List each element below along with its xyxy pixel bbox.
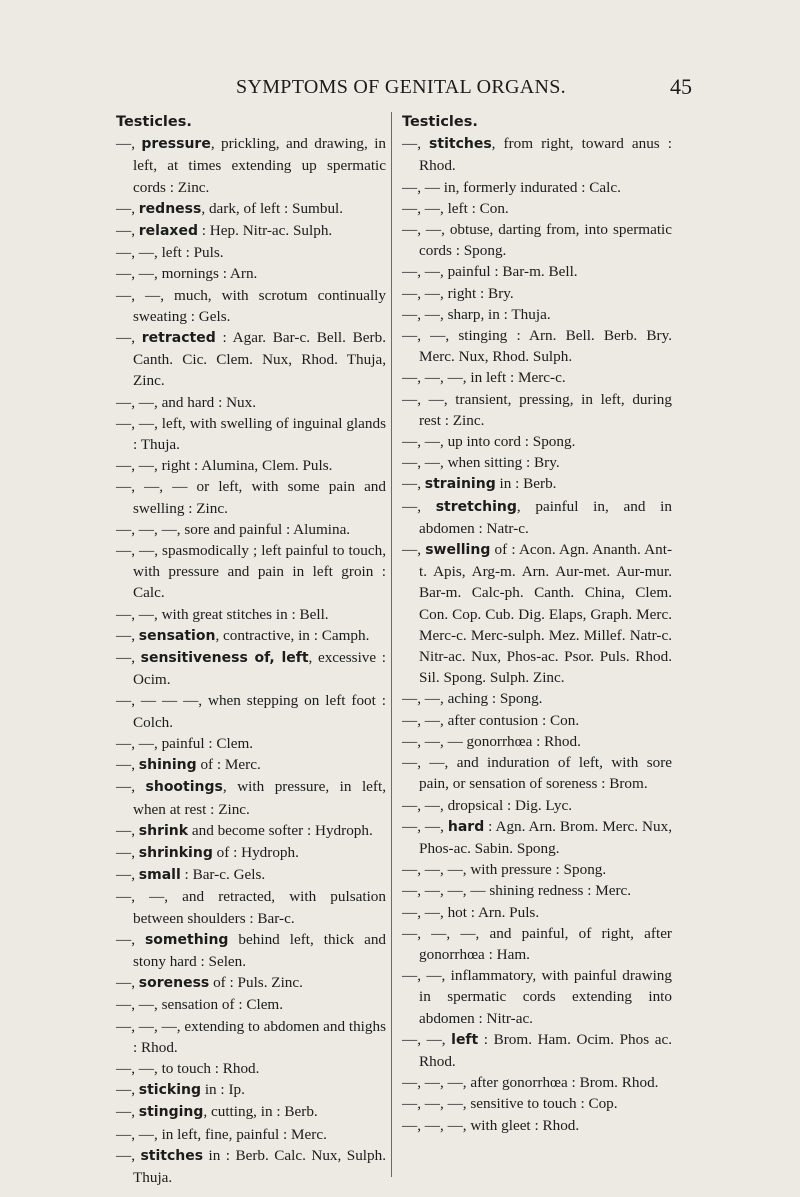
entry-prefix: —, —, —, extending to abdomen and thighs : Rhod. bbox=[116, 1017, 386, 1056]
entry-keyword: redness bbox=[138, 200, 202, 217]
index-entry bbox=[116, 690, 386, 732]
entry-text: : Hep. Nitr-ac. Sulph. bbox=[197, 222, 333, 240]
entry-keyword: shrinking bbox=[138, 844, 213, 861]
entry-text: , prickling, and drawing, in left, at times extending up spermatic cords : Zinc. bbox=[133, 135, 387, 196]
entry-prefix: —, — in, formerly indurated : Calc. bbox=[402, 178, 621, 196]
entry-prefix: —, —, and induration of left, with sore pain, or sensation of soreness : Brom. bbox=[402, 754, 672, 793]
running-title: SYMPTOMS OF GENITAL ORGANS. bbox=[236, 76, 566, 98]
entry-prefix: —, bbox=[116, 1103, 139, 1121]
entry-text: behind left, thick and stony hard : Selen. bbox=[133, 930, 387, 970]
index-entry bbox=[402, 859, 672, 880]
entry-prefix: —, —, and retracted, with pulsation between shoulders : Bar-c. bbox=[116, 888, 386, 927]
entry-keyword: left bbox=[451, 1031, 479, 1048]
entry-prefix: —, —, and hard : Nux. bbox=[116, 393, 257, 411]
entry-prefix: —, —, —, in left : Merc-c. bbox=[402, 369, 566, 387]
index-entry bbox=[116, 776, 386, 819]
index-entry bbox=[402, 198, 672, 219]
index-entry bbox=[402, 325, 672, 367]
entry-prefix: —, —, up into cord : Spong. bbox=[402, 433, 576, 451]
index-entry bbox=[402, 304, 672, 325]
index-entry bbox=[402, 1093, 672, 1114]
index-entry bbox=[116, 413, 386, 455]
entry-prefix: —, —, transient, pressing, in left, during rest : Zinc. bbox=[402, 390, 672, 429]
index-entry bbox=[116, 842, 386, 864]
entry-prefix: —, —, left : Puls. bbox=[116, 244, 224, 262]
page-header bbox=[110, 76, 692, 104]
index-entry bbox=[116, 1101, 386, 1123]
entry-prefix: —, —, sharp, in : Thuja. bbox=[402, 305, 551, 323]
index-entry bbox=[402, 473, 672, 495]
entry-keyword: sensitiveness of, left bbox=[140, 650, 309, 667]
entry-prefix: —, —, dropsical : Dig. Lyc. bbox=[402, 796, 572, 814]
entry-prefix: —, —, —, sore and painful : Alumina. bbox=[116, 520, 351, 538]
index-entry bbox=[116, 754, 386, 776]
entry-text: , painful in, and in abdomen : Natr-c. bbox=[419, 497, 672, 537]
entry-prefix: —, bbox=[116, 1081, 139, 1099]
index-entry bbox=[116, 604, 386, 625]
entry-text: in : Berb. bbox=[495, 475, 557, 493]
index-entry bbox=[402, 219, 672, 261]
index-entry bbox=[402, 923, 672, 965]
entry-prefix: —, bbox=[116, 866, 139, 884]
right-entries bbox=[402, 133, 672, 1136]
entry-text: in : Berb. Calc. Nux, Sulph. Thuja. bbox=[133, 1146, 387, 1186]
entry-text: : Agar. Bar-c. Bell. Berb. Canth. Cic. Clem. Nux, Rhod. Thuja, Zinc. bbox=[133, 329, 386, 390]
index-entry bbox=[116, 1145, 386, 1188]
entry-text: , dark, of left : Sumbul. bbox=[201, 199, 344, 217]
index-entry bbox=[402, 710, 672, 731]
index-entry bbox=[402, 752, 672, 794]
entry-text: : Brom. Ham. Ocim. Phos ac. Rhod. bbox=[419, 1030, 673, 1070]
entry-prefix: —, —, after contusion : Con. bbox=[402, 711, 580, 729]
entry-prefix: —, —, —, and painful, of right, after gonorrhœa : Ham. bbox=[402, 924, 672, 963]
entry-keyword: swelling bbox=[425, 542, 491, 559]
index-entry bbox=[402, 367, 672, 388]
left-entries bbox=[116, 133, 386, 1188]
entry-prefix: —, bbox=[116, 974, 139, 992]
index-entry bbox=[116, 1124, 386, 1145]
index-entry bbox=[402, 133, 672, 176]
entry-prefix: —, bbox=[116, 930, 145, 948]
entry-prefix: —, —, — gonorrhœa : Rhod. bbox=[402, 732, 581, 750]
entry-keyword: relaxed bbox=[138, 223, 198, 240]
entry-prefix: —, bbox=[116, 778, 146, 796]
entry-text: , from right, toward anus : Rhod. bbox=[419, 135, 672, 175]
index-entry bbox=[116, 994, 386, 1015]
index-entry bbox=[116, 1079, 386, 1101]
entry-text: and become softer : Hydroph. bbox=[188, 821, 373, 839]
index-entry bbox=[402, 283, 672, 304]
entry-keyword: retracted bbox=[141, 330, 216, 347]
entry-prefix: —, —, —, — shining redness : Merc. bbox=[402, 882, 632, 900]
entry-keyword: sticking bbox=[138, 1082, 202, 1099]
right-column-heading: Testicles. bbox=[402, 114, 478, 130]
entry-keyword: pressure bbox=[141, 136, 211, 153]
entry-prefix: —, —, bbox=[402, 1030, 452, 1048]
entry-keyword: stitches bbox=[140, 1147, 204, 1164]
entry-keyword: something bbox=[144, 931, 229, 948]
entry-prefix: —, bbox=[402, 475, 425, 493]
entry-prefix: —, bbox=[116, 649, 141, 667]
entry-keyword: shining bbox=[138, 757, 197, 774]
index-entry bbox=[116, 864, 386, 886]
entry-prefix: —, bbox=[116, 626, 139, 644]
entry-prefix: —, bbox=[116, 199, 139, 217]
entry-text: , with pressure, in left, when at rest : Zinc. bbox=[133, 778, 386, 818]
index-entry bbox=[116, 540, 386, 604]
index-entry bbox=[116, 327, 386, 392]
entry-text: of : Acon. Agn. Ananth. Ant-t. Apis, Arg-m. Arn. Aur-met. Aur-mur. Bar-m. Calc-ph. Canth. China, Clem. Con. Cop. Cub. Dig. Elaps, Graph. Merc. Merc-c. Merc-sulph. Mez. Millef. Natr-c. Nitr-ac. Nux, Phos-ac. Psor. Puls. Rhod. Sil. Spong. Sulph. Zinc. bbox=[419, 541, 673, 687]
entry-prefix: —, — — —, when stepping on left foot : Colch. bbox=[116, 692, 386, 731]
entry-keyword: small bbox=[138, 867, 181, 884]
entry-prefix: —, —, when sitting : Bry. bbox=[402, 454, 560, 472]
index-entry bbox=[116, 820, 386, 842]
entry-text: , excessive : Ocim. bbox=[133, 649, 386, 689]
entry-prefix: —, —, —, with pressure : Spong. bbox=[402, 861, 607, 879]
entry-prefix: —, —, obtuse, darting from, into spermatic cords : Spong. bbox=[402, 221, 672, 260]
entry-text: in : Ip. bbox=[201, 1081, 245, 1099]
entry-prefix: —, bbox=[116, 222, 139, 240]
page-number: 45 bbox=[670, 74, 692, 99]
index-entry bbox=[116, 929, 386, 972]
entry-keyword: hard bbox=[447, 818, 485, 835]
entry-prefix: —, bbox=[116, 135, 142, 153]
entry-prefix: —, —, —, after gonorrhœa : Brom. Rhod. bbox=[402, 1074, 659, 1092]
entry-prefix: —, —, aching : Spong. bbox=[402, 690, 543, 708]
index-entry bbox=[116, 455, 386, 476]
right-column bbox=[402, 112, 672, 1136]
entry-prefix: —, —, painful : Bar-m. Bell. bbox=[402, 263, 578, 281]
entry-prefix: —, —, left, with swelling of inguinal glands : Thuja. bbox=[116, 414, 386, 454]
entry-keyword: soreness bbox=[138, 975, 210, 992]
entry-keyword: stitches bbox=[429, 136, 492, 153]
index-entry bbox=[116, 242, 386, 263]
entry-keyword: stinging bbox=[138, 1104, 204, 1121]
entry-prefix: —, bbox=[116, 821, 139, 839]
entry-prefix: —, bbox=[116, 843, 139, 861]
index-entry bbox=[116, 263, 386, 284]
entry-prefix: —, bbox=[402, 497, 436, 515]
index-entry bbox=[402, 1029, 672, 1072]
index-entry bbox=[402, 816, 672, 859]
index-entry bbox=[116, 625, 386, 647]
column-divider bbox=[391, 112, 392, 1177]
entry-prefix: —, —, left : Con. bbox=[402, 199, 509, 217]
index-entry bbox=[116, 733, 386, 754]
index-entry bbox=[402, 539, 672, 688]
index-entry bbox=[116, 972, 386, 994]
index-entry bbox=[402, 965, 672, 1029]
index-entry bbox=[402, 795, 672, 816]
index-entry bbox=[116, 220, 386, 242]
entry-prefix: —, —, inflammatory, with painful drawing in spermatic cords extending into abdomen : Nitr-ac. bbox=[402, 967, 672, 1027]
entry-keyword: shootings bbox=[145, 779, 223, 796]
index-entry bbox=[402, 389, 672, 431]
index-entry bbox=[116, 886, 386, 928]
index-entry bbox=[402, 731, 672, 752]
entry-text: : Agn. Arn. Brom. Merc. Nux, Phos-ac. Sabin. Spong. bbox=[419, 817, 672, 857]
index-entry bbox=[402, 177, 672, 198]
index-entry bbox=[402, 261, 672, 282]
index-entry bbox=[402, 496, 672, 539]
entry-keyword: sensation bbox=[138, 627, 216, 644]
index-entry bbox=[116, 285, 386, 327]
index-entry bbox=[116, 392, 386, 413]
entry-keyword: straining bbox=[424, 476, 496, 493]
index-entry bbox=[402, 1072, 672, 1093]
entry-prefix: —, —, with great stitches in : Bell. bbox=[116, 605, 329, 623]
entry-prefix: —, —, mornings : Arn. bbox=[116, 265, 258, 283]
index-entry bbox=[116, 519, 386, 540]
index-entry bbox=[402, 1115, 672, 1136]
entry-prefix: —, —, much, with scrotum continually sweating : Gels. bbox=[116, 286, 386, 325]
entry-prefix: —, bbox=[116, 329, 142, 347]
index-entry bbox=[116, 133, 386, 198]
index-entry bbox=[116, 647, 386, 690]
index-entry bbox=[402, 431, 672, 452]
entry-text: of : Puls. Zinc. bbox=[209, 974, 303, 992]
entry-prefix: —, —, to touch : Rhod. bbox=[116, 1059, 260, 1077]
entry-prefix: —, —, right : Bry. bbox=[402, 284, 514, 302]
entry-prefix: —, —, —, with gleet : Rhod. bbox=[402, 1116, 580, 1134]
entry-prefix: —, bbox=[402, 541, 426, 559]
entry-prefix: —, —, painful : Clem. bbox=[116, 734, 254, 752]
entry-keyword: stretching bbox=[435, 498, 517, 515]
index-entry bbox=[116, 198, 386, 220]
entry-prefix: —, —, spasmodically ; left painful to touch, with pressure and pain in left groin : Calc. bbox=[116, 542, 386, 602]
entry-text: , cutting, in : Berb. bbox=[203, 1103, 318, 1121]
entry-prefix: —, —, —, sensitive to touch : Cop. bbox=[402, 1095, 618, 1113]
left-column bbox=[116, 112, 386, 1188]
index-entry bbox=[402, 688, 672, 709]
entry-text: : Bar-c. Gels. bbox=[180, 866, 266, 884]
index-entry bbox=[116, 476, 386, 518]
entry-keyword: shrink bbox=[138, 822, 189, 839]
entry-prefix: —, —, right : Alumina, Clem. Puls. bbox=[116, 457, 333, 475]
entry-prefix: —, —, in left, fine, painful : Merc. bbox=[116, 1125, 327, 1143]
index-entry bbox=[116, 1058, 386, 1079]
entry-prefix: —, bbox=[116, 756, 139, 774]
entry-text: , contractive, in : Camph. bbox=[215, 626, 370, 644]
index-entry bbox=[402, 902, 672, 923]
entry-prefix: —, bbox=[116, 1146, 141, 1164]
index-entry bbox=[402, 452, 672, 473]
index-entry bbox=[116, 1016, 386, 1058]
entry-prefix: —, —, bbox=[402, 817, 448, 835]
entry-text: of : Merc. bbox=[196, 756, 261, 774]
entry-prefix: —, —, stinging : Arn. Bell. Berb. Bry. Merc. Nux, Rhod. Sulph. bbox=[402, 327, 672, 366]
entry-prefix: —, bbox=[402, 135, 430, 153]
entry-text: of : Hydroph. bbox=[212, 843, 299, 861]
left-column-heading: Testicles. bbox=[116, 114, 192, 130]
entry-prefix: —, —, sensation of : Clem. bbox=[116, 996, 284, 1014]
entry-prefix: —, —, — or left, with some pain and swelling : Zinc. bbox=[116, 478, 386, 517]
entry-prefix: —, —, hot : Arn. Puls. bbox=[402, 903, 540, 921]
index-entry bbox=[402, 880, 672, 901]
